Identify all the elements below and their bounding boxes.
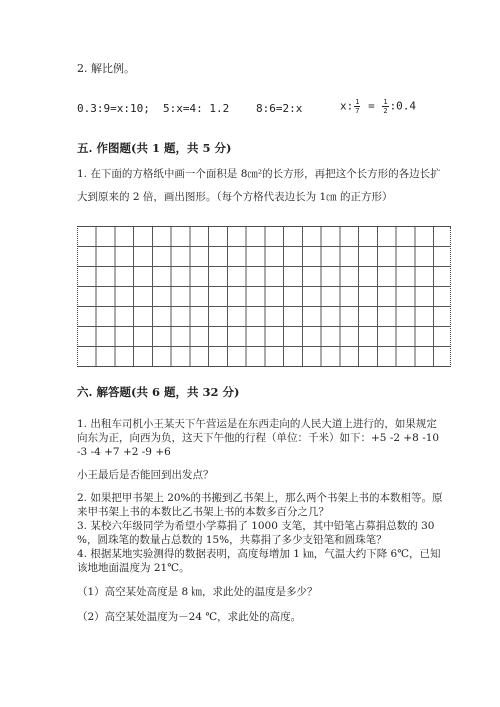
section-5-q1-line-2: 大到原来的 2 倍，画出图形。（每个方格代表边长为 1㎝ 的正方形） xyxy=(77,191,393,203)
fraction-2-denominator: 2 xyxy=(383,107,388,115)
q4-subquestion-2: （2）高空某处温度为－24 ℃，求此处的高度。 xyxy=(77,611,302,623)
eq4-mid: = xyxy=(361,99,382,113)
section-5-q1-line-1: 1. 在下面的方格纸中画一个面积是 8㎝²的长方形，再把这个长方形的各边长扩 xyxy=(77,168,441,180)
equation-1: 0.3:9=x:10; xyxy=(77,102,150,115)
section-6-heading: 六. 解答题(共 6 题，共 32 分) xyxy=(77,385,240,399)
q4-line-1: 4. 根据某地实验测得的数据表明，高度每增加 1 ㎞，气温大约下降 6℃，已知 xyxy=(77,548,441,560)
equation-2: 5:x=4: 1.2 xyxy=(163,102,230,115)
graph-paper-grid xyxy=(77,226,451,367)
equation-4 xyxy=(340,98,416,115)
section-5-heading: 五. 作图题(共 1 题，共 5 分) xyxy=(77,141,232,155)
q2-line-2: 来甲书架上书的本数比乙书架上书的本数多百分之几？ xyxy=(77,506,329,518)
q3-line-2: %，圆珠笔的数量占总数的 15%，共募捐了多少支铅笔和圆珠笔？ xyxy=(77,534,387,546)
eq4-suffix: :0.4 xyxy=(389,99,417,113)
fraction-1 xyxy=(354,98,360,115)
q1-line-3: -3 -4 +7 +2 -9 +6 xyxy=(77,446,171,458)
q3-line-1: 3. 某校六年级同学为希望小学募捐了 1000 支笔，其中铅笔占募捐总数的 30 xyxy=(77,520,435,532)
fraction-1-denominator: 7 xyxy=(355,107,360,115)
q1-question: 小王最后是否能回到出发点？ xyxy=(77,469,214,481)
fraction-2-numerator: 1 xyxy=(383,98,388,106)
eq4-prefix: x: xyxy=(340,99,354,113)
q4-line-2: 该地地面温度为 21℃。 xyxy=(77,562,190,574)
q2-line-1: 2. 如果把甲书架上 20%的书搬到乙书架上，那么两个书架上书的本数相等。原 xyxy=(77,492,443,504)
equation-3: 8:6=2:x xyxy=(256,102,303,115)
fraction-2 xyxy=(382,98,388,115)
q2-title: 2. 解比例。 xyxy=(77,62,135,75)
fraction-1-numerator: 1 xyxy=(355,98,360,106)
q1-line-1: 1. 出租车司机小王某天下午营运是在东西走向的人民大道上进行的，如果规定 xyxy=(77,418,437,430)
q1-line-2: 向东为正，向西为负，这天下午他的行程（单位：千米）如下：+5 -2 +8 -10 xyxy=(77,432,440,444)
q4-subquestion-1: （1）高空某处高度是 8 ㎞，求此处的温度是多少？ xyxy=(77,586,318,598)
